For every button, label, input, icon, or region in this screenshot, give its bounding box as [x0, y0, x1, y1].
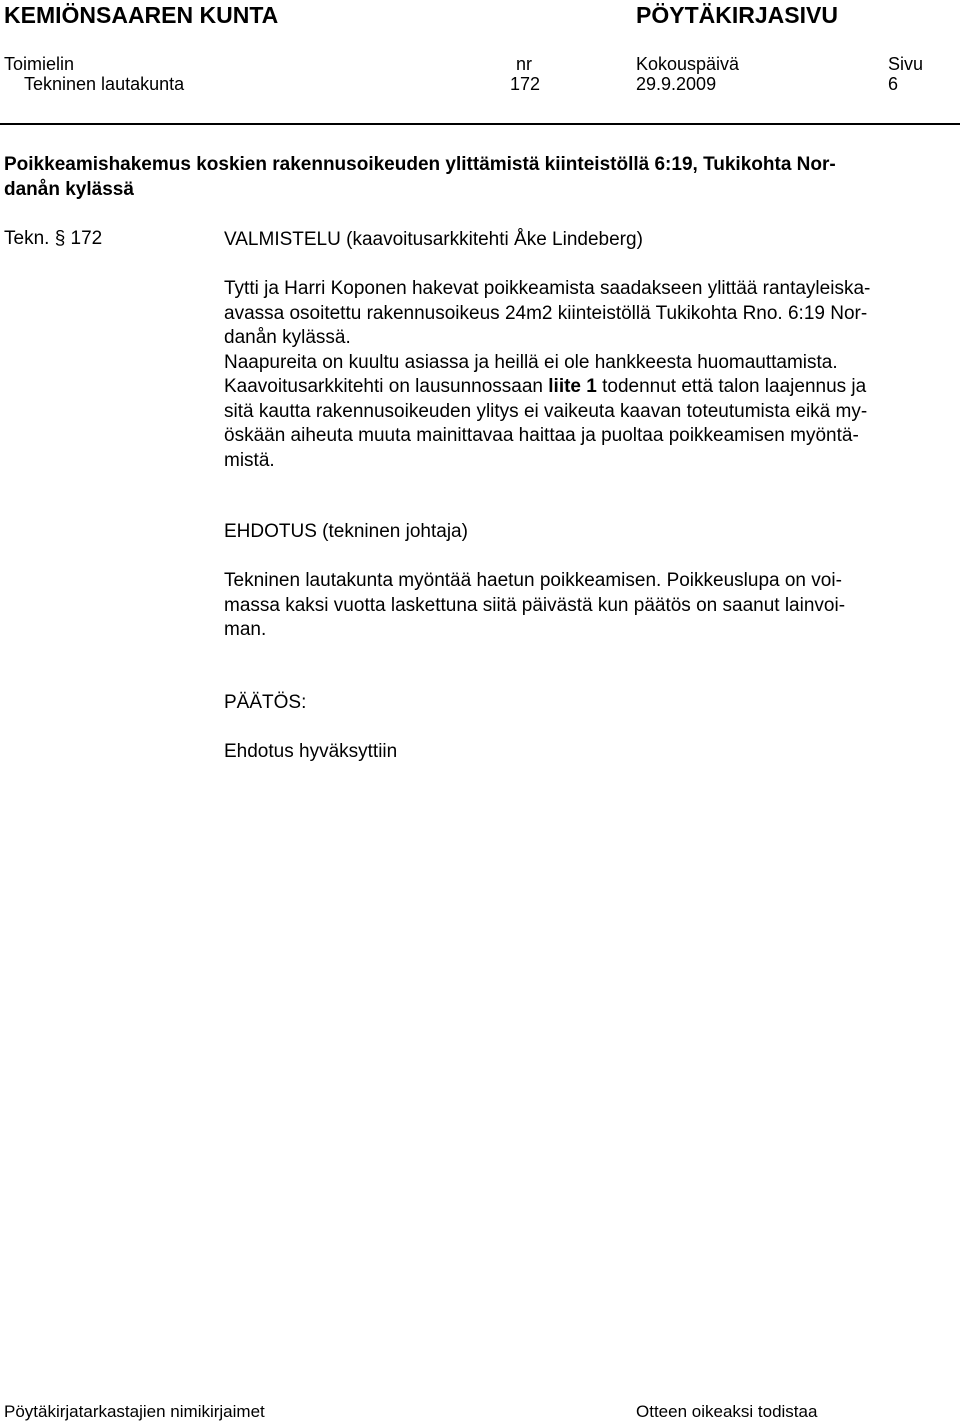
- proposal-text: [224, 569, 930, 643]
- proposal-heading: EHDOTUS (tekninen johtaja): [224, 521, 468, 542]
- text-line: man.: [224, 619, 267, 640]
- header-rule: [0, 123, 960, 125]
- decision-text: Ehdotus hyväksyttiin: [224, 741, 398, 762]
- footer-certification: Otteen oikeaksi todistaa: [636, 1402, 818, 1421]
- page-label: Sivu: [888, 54, 924, 74]
- body-value: Tekninen lautakunta: [24, 74, 185, 94]
- document-type: PÖYTÄKIRJASIVU: [636, 2, 838, 28]
- text-line: danån kylässä.: [224, 327, 351, 348]
- text-run: Kaavoitusarkkitehti on lausunnossaan: [224, 376, 549, 397]
- preparation-heading: VALMISTELU (kaavoitusarkkitehti Åke Lindeberg): [224, 229, 643, 250]
- title-line: Poikkeamishakemus koskien rakennusoikeuden ylittämistä kiinteistöllä 6:19, Tukikohta Nor-: [4, 154, 836, 175]
- organization-name: KEMIÖNSAAREN KUNTA: [4, 2, 279, 28]
- neighbors-paragraph: Naapureita on kuultu asiassa ja heillä ei ole hankkeesta huomauttamista.: [224, 351, 838, 373]
- text-line: Tytti ja Harri Koponen hakevat poikkeamista saadakseen ylittää rantayleiska-: [224, 278, 871, 299]
- body-label: Toimielin: [4, 54, 75, 74]
- preparation-section: [224, 228, 930, 473]
- architect-statement: [224, 375, 930, 473]
- proposal-section: [224, 520, 930, 643]
- decision-section: [224, 691, 930, 765]
- number-value: 172: [510, 74, 541, 94]
- date-value: 29.9.2009: [636, 74, 717, 94]
- date-label: Kokouspäivä: [636, 54, 740, 74]
- text-run: todennut että talon laajennus ja: [596, 376, 867, 397]
- text-line: öskään aiheuta muuta mainittavaa haittaa ja puoltaa poikkeamisen myöntä-: [224, 425, 859, 446]
- footer-inspectors: Pöytäkirjatarkastajien nimikirjaimet: [4, 1402, 265, 1421]
- page-value: 6: [888, 74, 899, 94]
- decision-heading: PÄÄTÖS:: [224, 692, 307, 713]
- number-label: nr: [516, 54, 533, 74]
- text-line: massa kaksi vuotta laskettuna siitä päivästä kun päätös on saanut lainvoi-: [224, 594, 846, 616]
- text-line: avassa osoitettu rakennusoikeus 24m2 kiinteistöllä Tukikohta Rno. 6:19 Nor-: [224, 302, 868, 324]
- text-line: sitä kautta rakennusoikeuden ylitys ei vaikeuta kaavan toteutumista eikä my-: [224, 400, 868, 422]
- text-line: [224, 375, 930, 400]
- document-title: [4, 152, 934, 202]
- preparation-paragraph: [224, 277, 930, 351]
- attachment-reference: liite 1: [548, 376, 597, 397]
- text-line: Tekninen lautakunta myöntää haetun poikkeamisen. Poikkeuslupa on voi-: [224, 570, 842, 591]
- section-reference: Tekn. § 172: [4, 228, 103, 249]
- text-line: mistä.: [224, 449, 275, 471]
- title-line: danån kylässä: [4, 179, 134, 200]
